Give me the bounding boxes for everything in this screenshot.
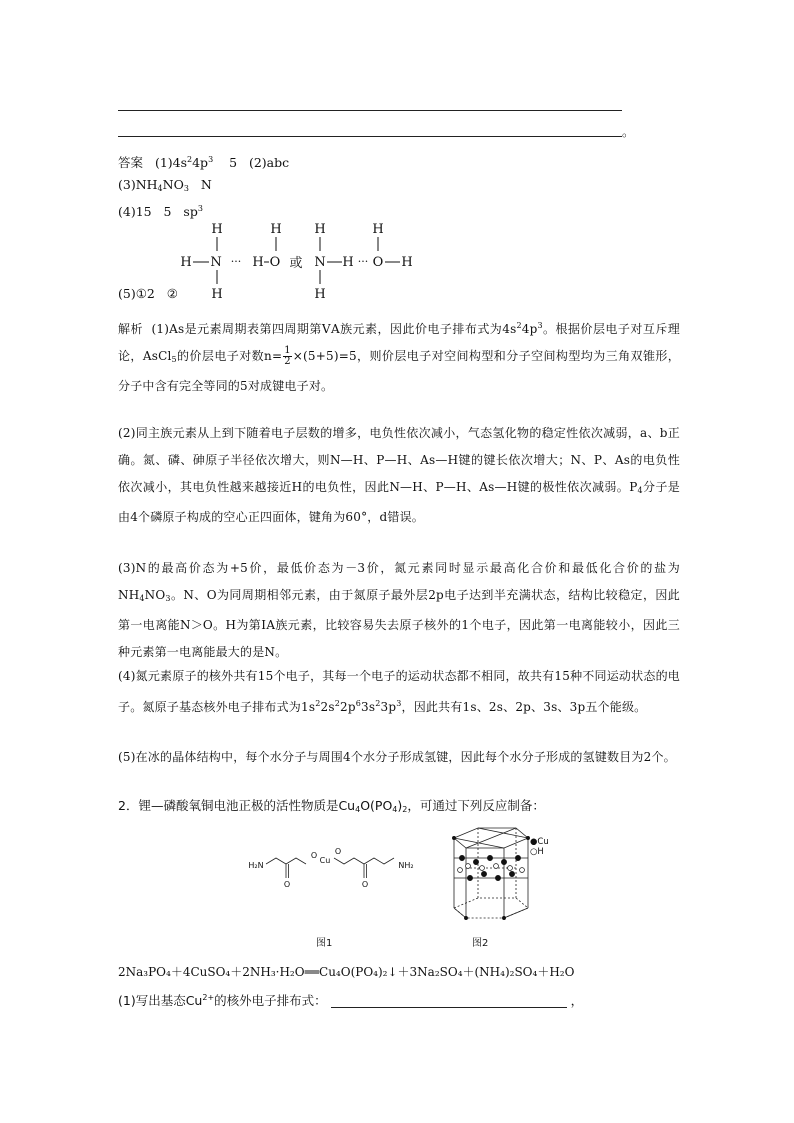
analysis-label: 解析 <box>118 322 143 336</box>
figure-1-caption: 图1 <box>316 938 333 949</box>
reaction-equation: 2Na₃PO₄＋4CuSO₄＋2NH₃·H₂O══Cu₄O(PO₄)₂↓＋3Na₂SO₄＋(NH₄)₂SO₄＋H₂O <box>118 965 575 979</box>
figure-2-legend <box>530 837 549 857</box>
analysis-paragraph-5: (5)在冰的晶体结构中，每个水分子与周围4个水分子形成氢键，因此每个水分子形成的氢键数目为2个。 <box>118 750 676 764</box>
left-h-mid: H <box>252 255 264 270</box>
hydrogen-bond-structures <box>176 218 426 306</box>
right-h-bottom: H <box>314 287 326 302</box>
figure-1 <box>244 830 424 960</box>
or-label: 或 <box>289 256 303 271</box>
h2n-label: H₂N <box>248 861 264 870</box>
right-dots: ··· <box>357 255 369 268</box>
analysis-paragraph-1: 解析 (1)As是元素周期表第四周期第ⅤA族元素，因此价电子排布式为$4s^24p^3$。根据价层电子对互斥理论，AsCl$_5$的价层电子对数n= $\frac{1}{2}$ ×(5+5)=5，则价层电子对空间构型和分子空间构型均为三角双锥形，分子中含有完全等同的5对成键电子对。 <box>118 321 681 393</box>
figure-1-structure <box>244 830 424 910</box>
left-h-left: H <box>180 255 192 270</box>
sub-question-1: (1)写出基态$Cu^{2+}$的核外电子排布式： ， <box>118 993 584 1008</box>
cu-label: Cu <box>319 856 331 865</box>
end-mark: 。 <box>622 124 635 139</box>
analysis-paragraph-2: (2)同主族元素从上到下随着电子层数的增多，电负性依次减小，气态氢化物的稳定性依次减弱，a、b正确。氮、磷、砷原子半径依次增大，则N—H、P—H、As—H键的键长依次增大；N、P、As的电负性依次减小，其电负性越来越接近H的电负性，因此N—H、P—H、As—H键的极性依次减弱。$P_4$分子是由4个磷原子构成的空心正四面体，键角为60°，d错误。 <box>118 426 680 524</box>
answer-line-4: (5)①2 ② <box>118 286 179 301</box>
question-2-intro: 2．锂—磷酸氧铜电池正极的活性物质是$Cu_4O(PO_4)_2$，可通过下列反应制备： <box>118 798 545 814</box>
left-h-top-n: H <box>211 222 223 237</box>
left-dots: ··· <box>230 255 242 268</box>
oxygen-label-4: O <box>361 880 369 889</box>
figure-2-caption: 图2 <box>472 938 489 949</box>
answer-blank-field[interactable] <box>331 995 567 1008</box>
right-h-top-o: H <box>372 222 384 237</box>
right-h-right: H <box>401 255 413 270</box>
left-h-bottom: H <box>211 287 223 302</box>
right-n: N <box>314 255 326 270</box>
right-h-top-n: H <box>314 222 326 237</box>
figure-2 <box>440 822 560 952</box>
answer-line-1: 答案 $(1)4s^24p^3$ 5 (2)abc <box>118 155 290 170</box>
answer-line-3: (4)15 5 $sp^3$ <box>118 204 203 219</box>
right-o: O <box>372 255 384 270</box>
legend-item-h: ○H <box>530 847 544 857</box>
oxygen-label-2: O <box>334 847 342 856</box>
answer-label: 答案 <box>118 155 144 170</box>
nh2-label: NH₂ <box>398 861 414 870</box>
answer-blank-line-2 <box>118 136 622 137</box>
right-h-mid: H <box>342 255 354 270</box>
answer-line-2: $(3)NH_4NO_3$ N <box>118 177 212 193</box>
fraction-one-half: $\frac{1}{2}$ <box>284 345 291 367</box>
oxygen-label-1: O <box>310 851 318 860</box>
left-o: O <box>269 255 281 270</box>
answer-blank-line-1 <box>118 110 622 111</box>
analysis-paragraph-4: (4)氮元素原子的核外共有15个电子，其每一个电子的运动状态都不相同，故共有15种不同运动状态的电子。氮原子基态核外电子排布式为$1s^22s^22p^63s^23p^3$，因此共有1s、2s、2p、3s、3p五个能级。 <box>118 669 680 714</box>
left-n: N <box>210 255 222 270</box>
oxygen-label-3: O <box>283 880 291 889</box>
legend-item-cu: ●Cu <box>530 837 549 847</box>
analysis-paragraph-3: (3)N的最高价态为+5价，最低价态为－3价，氮元素同时显示最高化合价和最低化合价的盐为$NH_4NO_3$。N、O为同周期相邻元素，由于氮原子最外层2p电子达到半充满状态，结构比较稳定，因此第一电离能N＞O。H为第ⅠA族元素，比较容易失去原子核外的1个电子，因此第一电离能较小，因此三种元素第一电离能最大的是N。 <box>118 561 680 659</box>
left-h-top-o: H <box>270 222 282 237</box>
